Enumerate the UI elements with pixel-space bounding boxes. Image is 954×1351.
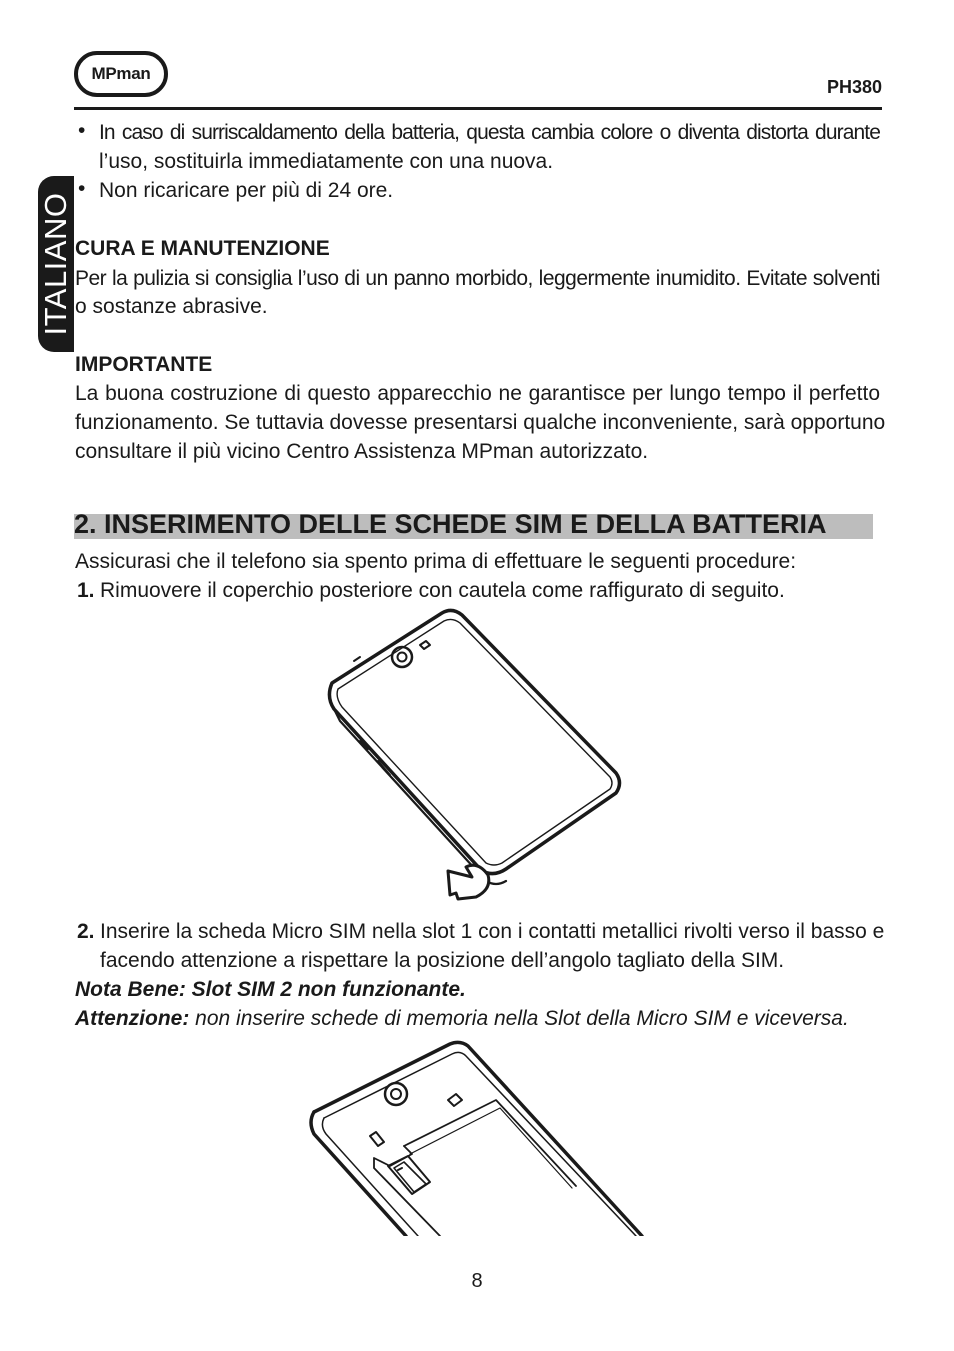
warning-line xyxy=(75,1004,849,1033)
mpman-logo xyxy=(74,51,168,97)
care-line-2: o sostanze abrasive. xyxy=(75,295,268,318)
step-1-text: Rimuovere il coperchio posteriore con cautela come raffigurato di seguito. xyxy=(100,579,785,602)
important-heading: IMPORTANTE xyxy=(75,353,213,376)
step-1-number: 1. xyxy=(77,579,95,602)
step-2-number: 2. xyxy=(77,920,95,943)
logo-text: MPman xyxy=(91,64,151,83)
bullet-1-line-1: In caso di surriscaldamento della batteria, questa cambia colore o diventa distorta durante xyxy=(99,121,880,144)
important-line-2: funzionamento. Se tuttavia dovesse presentarsi qualche inconveniente, sarà opportuno xyxy=(75,411,886,434)
header-divider xyxy=(74,107,882,110)
care-line-1: Per la pulizia si consiglia l’uso di un panno morbido, leggermente inumidito. Evitate solventi xyxy=(75,267,880,290)
bullet-2-line-1: Non ricaricare per più di 24 ore. xyxy=(99,179,394,202)
model-number: PH380 xyxy=(826,77,882,97)
bullet-1-line-2: l’uso, sostituirla immediatamente con una nuova. xyxy=(99,150,554,173)
section-2-intro: Assicurasi che il telefono sia spento prima di effettuare le seguenti procedure: xyxy=(75,550,797,573)
section-2-title: 2. INSERIMENTO DELLE SCHEDE SIM E DELLA BATTERIA xyxy=(74,509,827,539)
step-2-line-2: facendo attenzione a rispettare la posizione dell’angolo tagliato della SIM. xyxy=(100,949,785,972)
warning-label: Attenzione: xyxy=(75,1007,190,1030)
warning-text: non inserire schede di memoria nella Slot della Micro SIM e viceversa. xyxy=(189,1007,849,1030)
back-cover-removal-illustration xyxy=(320,605,640,905)
important-line-3: consultare il più vicino Centro Assistenza MPman autorizzato. xyxy=(75,440,649,463)
page-number: 8 xyxy=(471,1270,483,1292)
important-line-1: La buona costruzione di questo apparecchio ne garantisce per lungo tempo il perfetto xyxy=(75,382,880,405)
care-heading: CURA E MANUTENZIONE xyxy=(75,237,330,260)
bullet-marker: • xyxy=(78,177,86,200)
language-tab xyxy=(38,176,74,352)
note-text: Nota Bene: Slot SIM 2 non funzionante. xyxy=(75,978,466,1001)
language-tab-label: ITALIANO xyxy=(38,192,73,336)
bullet-marker: • xyxy=(78,119,86,142)
sim-insertion-illustration xyxy=(300,1038,650,1236)
step-2-line-1: Inserire la scheda Micro SIM nella slot 1 con i contatti metallici rivolti verso il basso e xyxy=(100,920,885,943)
